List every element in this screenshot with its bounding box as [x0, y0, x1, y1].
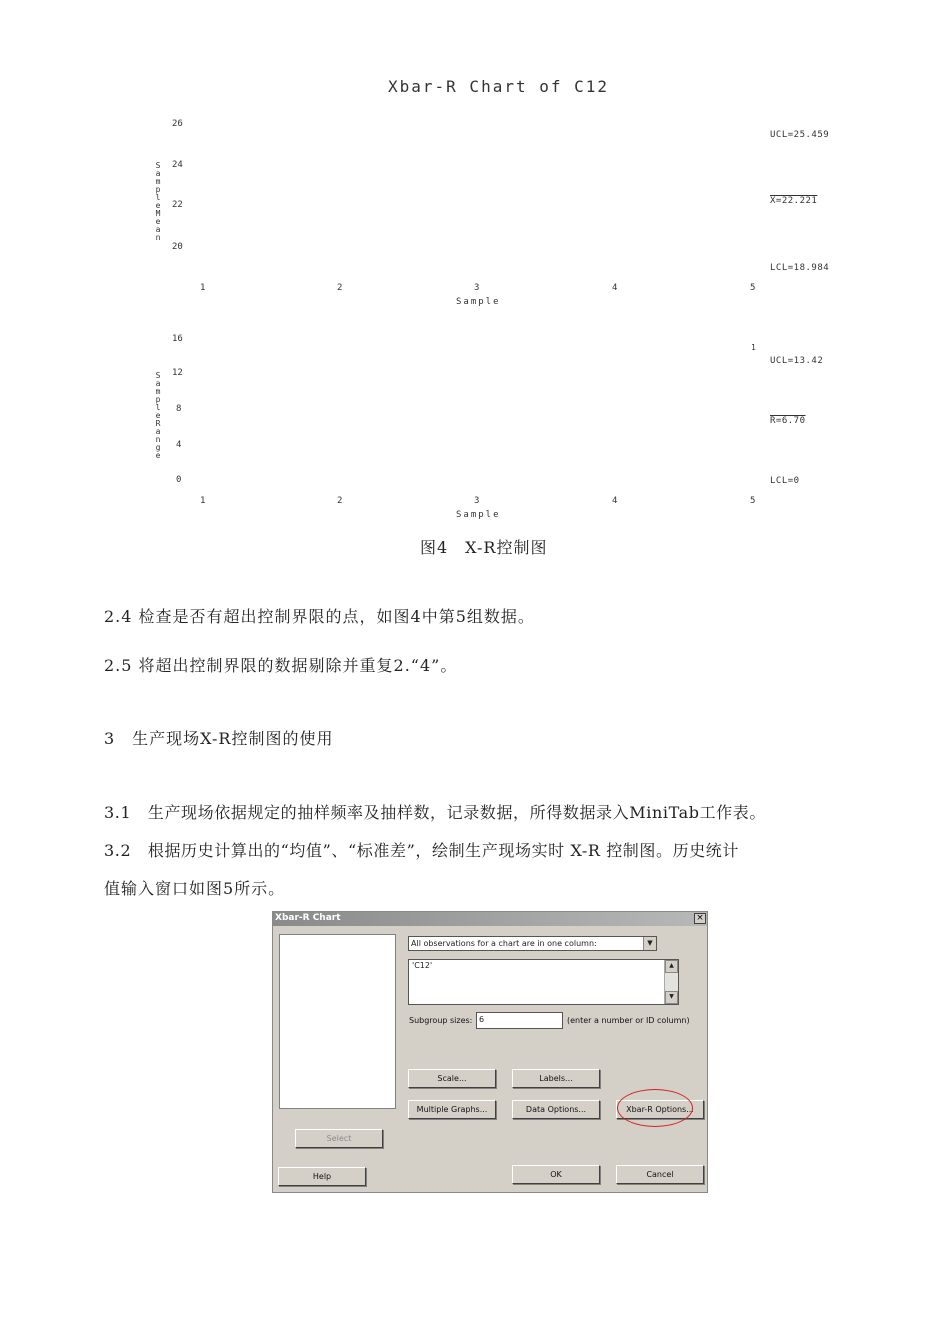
close-icon[interactable]: × [694, 913, 706, 924]
help-button[interactable]: Help [278, 1167, 366, 1186]
ok-button[interactable]: OK [512, 1165, 600, 1184]
range-ylabel: Sample Range [155, 371, 161, 460]
range-ytick: 16 [172, 334, 183, 344]
paragraph-2-4: 2.4 检查是否有超出控制界限的点，如图4中第5组数据。 [104, 607, 535, 626]
chart-title: Xbar-R Chart of C12 [388, 77, 610, 96]
scroll-down-icon[interactable]: ▼ [665, 991, 678, 1004]
range-xtick: 5 [750, 496, 756, 506]
range-ytick: 8 [176, 404, 182, 414]
range-xtick: 2 [337, 496, 343, 506]
paragraph-3-2-line2: 值输入窗口如图5所示。 [104, 879, 286, 898]
subgroup-sizes-label: Subgroup sizes: [409, 1016, 473, 1025]
columns-value: 'C12' [412, 961, 433, 970]
xbar-ytick: 24 [172, 160, 183, 170]
data-options-button[interactable]: Data Options... [512, 1100, 600, 1119]
xbar-xtick: 3 [474, 283, 480, 293]
xbar-r-dialog [272, 911, 708, 1193]
xbar-xtick: 1 [200, 283, 206, 293]
textarea-scrollbar[interactable] [664, 960, 678, 1004]
data-layout-dropdown[interactable] [408, 936, 657, 951]
xbar-center-label: X=22.221 [770, 196, 818, 206]
section-3-heading: 3 生产现场X-R控制图的使用 [104, 729, 334, 748]
range-lcl-label: LCL=0 [770, 476, 800, 486]
range-ytick: 4 [176, 440, 182, 450]
highlight-circle [617, 1089, 693, 1127]
xbar-lcl-label: LCL=18.984 [770, 263, 830, 273]
paragraph-3-2-line1: 3.2 根据历史计算出的“均值”、“标准差”，绘制生产现场实时 X-R 控制图。历史统计 [104, 841, 740, 860]
range-point-flag: 1 [751, 343, 756, 352]
xbar-xtick: 4 [612, 283, 618, 293]
range-ytick: 0 [176, 475, 182, 485]
variables-listbox[interactable] [279, 934, 396, 1109]
xbar-r-options-button[interactable]: Xbar-R Options... [616, 1100, 704, 1119]
labels-button[interactable]: Labels... [512, 1069, 600, 1088]
subgroup-sizes-input[interactable]: 6 [476, 1012, 563, 1029]
range-ytick: 12 [172, 368, 183, 378]
range-center-label: R=6.70 [770, 416, 806, 426]
figure-caption: 图4 X-R控制图 [420, 538, 548, 557]
dropdown-value: All observations for a chart are in one column: [411, 939, 597, 948]
xbar-ylabel: Sample Mean [155, 161, 161, 242]
paragraph-3-1: 3.1 生产现场依据规定的抽样频率及抽样数，记录数据，所得数据录入MiniTab工作表。 [104, 803, 766, 822]
range-xtick: 3 [474, 496, 480, 506]
range-xtick: 4 [612, 496, 618, 506]
xbar-xtick: 2 [337, 283, 343, 293]
range-xtick: 1 [200, 496, 206, 506]
scroll-up-icon[interactable]: ▲ [665, 960, 678, 973]
multiple-graphs-button[interactable]: Multiple Graphs... [408, 1100, 496, 1119]
range-ucl-label: UCL=13.42 [770, 356, 824, 366]
range-xlabel: Sample [456, 510, 501, 520]
select-button[interactable]: Select [295, 1129, 383, 1148]
xbar-ytick: 26 [172, 119, 183, 129]
xbar-ytick: 22 [172, 200, 183, 210]
dialog-title: Xbar-R Chart [275, 913, 341, 923]
paragraph-2-5: 2.5 将超出控制界限的数据剔除并重复2.“4”。 [104, 656, 458, 675]
subgroup-hint: (enter a number or ID column) [567, 1016, 690, 1025]
columns-textarea[interactable] [408, 959, 679, 1005]
cancel-button[interactable]: Cancel [616, 1165, 704, 1184]
scale-button[interactable]: Scale... [408, 1069, 496, 1088]
xbar-xtick: 5 [750, 283, 756, 293]
xbar-ytick: 20 [172, 242, 183, 252]
xbar-ucl-label: UCL=25.459 [770, 130, 830, 140]
xbar-xlabel: Sample [456, 297, 501, 307]
dialog-titlebar [273, 912, 707, 926]
chevron-down-icon[interactable]: ▼ [643, 937, 656, 950]
